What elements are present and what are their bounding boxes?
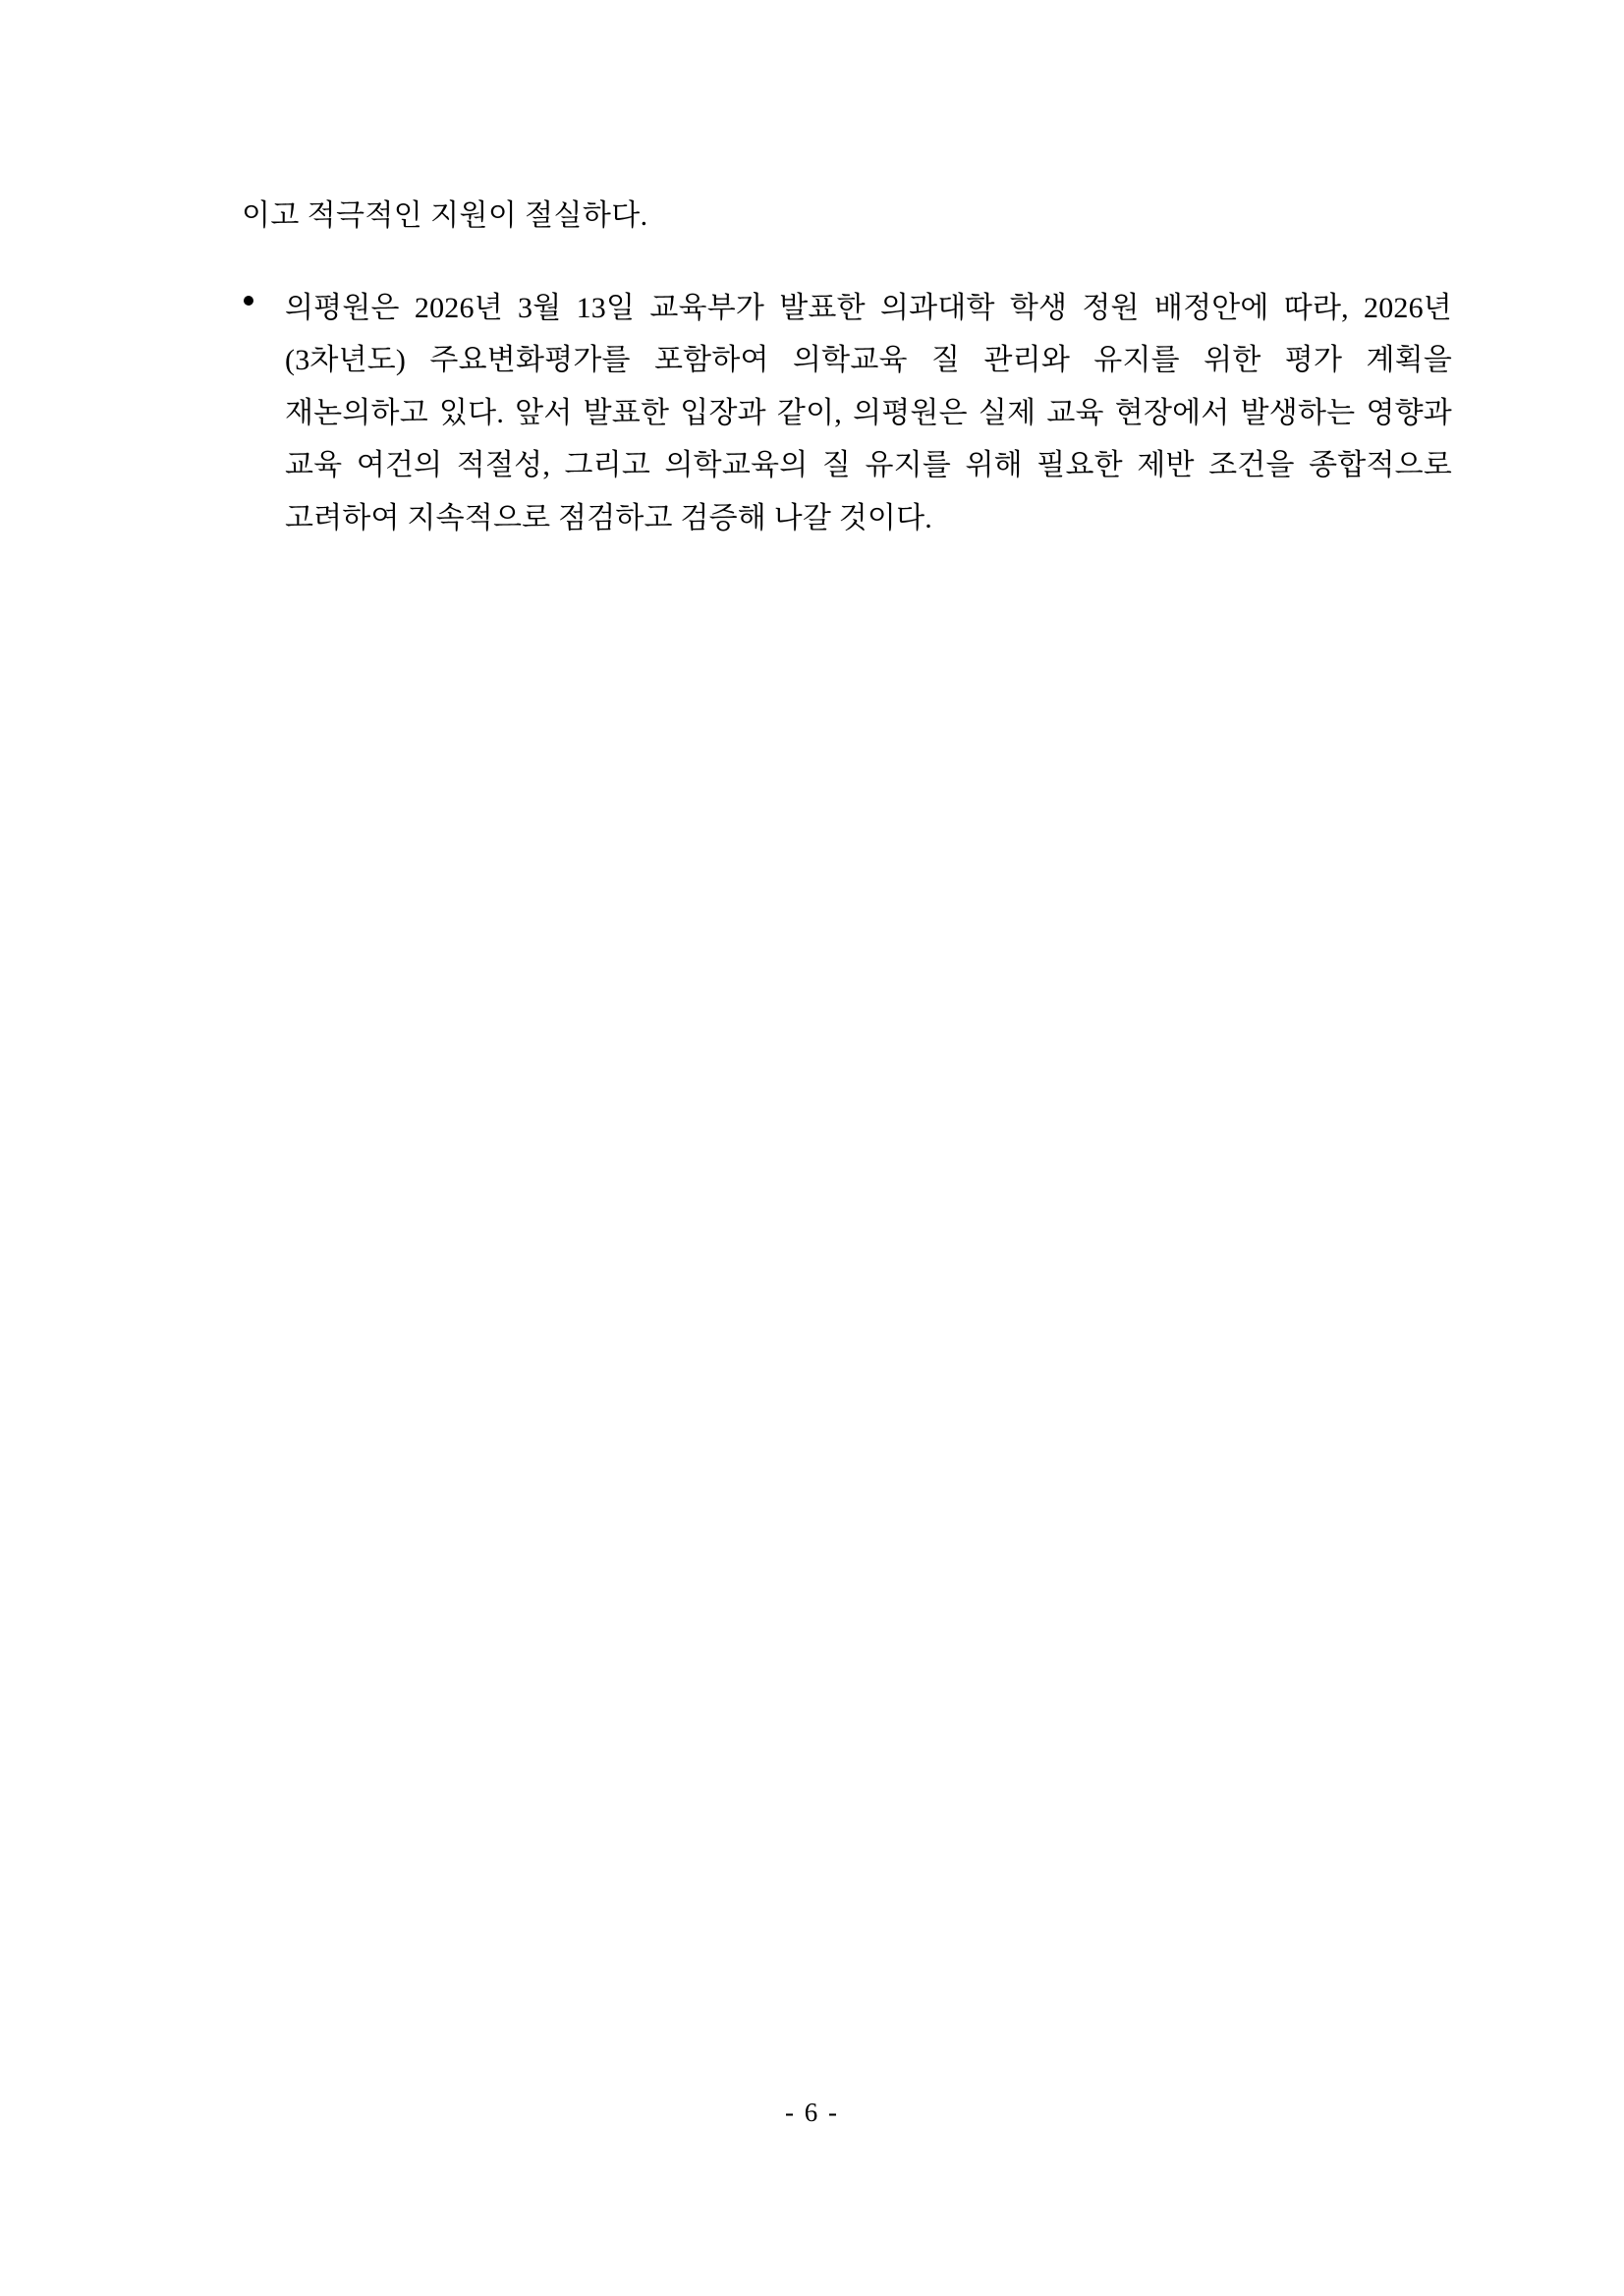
bullet-point-icon [244, 296, 253, 306]
page-content [224, 201, 1452, 544]
paragraph-continuation: 이고 적극적인 지원이 절실하다. [242, 199, 648, 232]
bullet-item-text: 의평원은 2026년 3월 13일 교육부가 발표한 의과대학 학생 정원 배정안에 따라, 2026년(3차년도) 주요변화평가를 포함하여 의학교육 질 관리와 유지를 위한 평가 계획을 재논의하고 있다. 앞서 발표한 입장과 같이, 의평원은 실제 교육 현장에서 발생하는 영향과 교육 여건의 적절성, 그리고 의학교육의 질 유지를 위해 필요한 제반 조건을 종합적으로 고려하여 지속적으로 점검하고 검증해 나갈 것이다. [285, 292, 1452, 534]
bullet-list-item [224, 282, 1452, 544]
page-number-footer: - 6 - [785, 2098, 839, 2127]
